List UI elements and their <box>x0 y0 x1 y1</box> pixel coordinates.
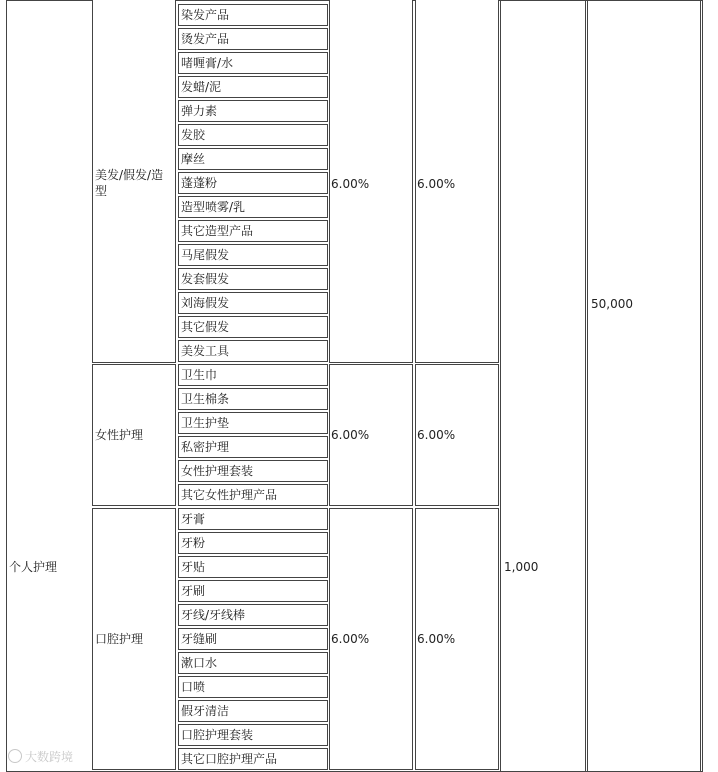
table-row: 啫喱膏/水 <box>178 52 328 74</box>
table-row: 口喷 <box>178 676 328 698</box>
category-cell: 个人护理 <box>9 560 58 574</box>
group-name: 美发/假发/造型 <box>95 168 164 198</box>
table-row: 牙缝刷 <box>178 628 328 650</box>
table-row: 牙线/牙线棒 <box>178 604 328 626</box>
table-row: 马尾假发 <box>178 244 328 266</box>
table-row: 卫生棉条 <box>178 388 328 410</box>
table-row: 弹力素 <box>178 100 328 122</box>
table-row: 烫发产品 <box>178 28 328 50</box>
table-row: 私密护理 <box>178 436 328 458</box>
table-row: 其它口腔护理产品 <box>178 748 328 770</box>
table-row: 假牙清洁 <box>178 700 328 722</box>
group-name: 女性护理 <box>95 428 144 442</box>
rate2-value: 6.00% <box>417 428 456 442</box>
table-row: 女性护理套装 <box>178 460 328 482</box>
table-row: 发胶 <box>178 124 328 146</box>
table-row: 美发工具 <box>178 340 328 362</box>
table-row: 造型喷雾/乳 <box>178 196 328 218</box>
deposit-column <box>500 0 586 772</box>
table-row: 牙膏 <box>178 508 328 530</box>
table-row: 口腔护理套装 <box>178 724 328 746</box>
table-row: 发套假发 <box>178 268 328 290</box>
watermark-text: 大数跨境 <box>25 750 74 764</box>
watermark <box>8 748 73 765</box>
table-row: 牙贴 <box>178 556 328 578</box>
table-row: 牙刷 <box>178 580 328 602</box>
table-row: 卫生护垫 <box>178 412 328 434</box>
table-row: 其它女性护理产品 <box>178 484 328 506</box>
rate1-value: 6.00% <box>331 428 370 442</box>
table-row: 牙粉 <box>178 532 328 554</box>
table-row: 发蜡/泥 <box>178 76 328 98</box>
table-row: 蓬蓬粉 <box>178 172 328 194</box>
rate2-value: 6.00% <box>417 632 456 646</box>
table-row: 摩丝 <box>178 148 328 170</box>
table-row: 其它造型产品 <box>178 220 328 242</box>
fee-value: 50,000 <box>591 297 633 311</box>
table-row: 染发产品 <box>178 4 328 26</box>
deposit-value: 1,000 <box>504 560 539 574</box>
watermark-logo-icon <box>8 749 22 763</box>
table-row: 漱口水 <box>178 652 328 674</box>
group-name: 口腔护理 <box>95 632 144 646</box>
rate1-value: 6.00% <box>331 177 370 191</box>
fee-column <box>587 0 701 772</box>
table-row: 刘海假发 <box>178 292 328 314</box>
table-row: 卫生巾 <box>178 364 328 386</box>
rate2-value: 6.00% <box>417 177 456 191</box>
rate1-value: 6.00% <box>331 632 370 646</box>
table-row: 其它假发 <box>178 316 328 338</box>
